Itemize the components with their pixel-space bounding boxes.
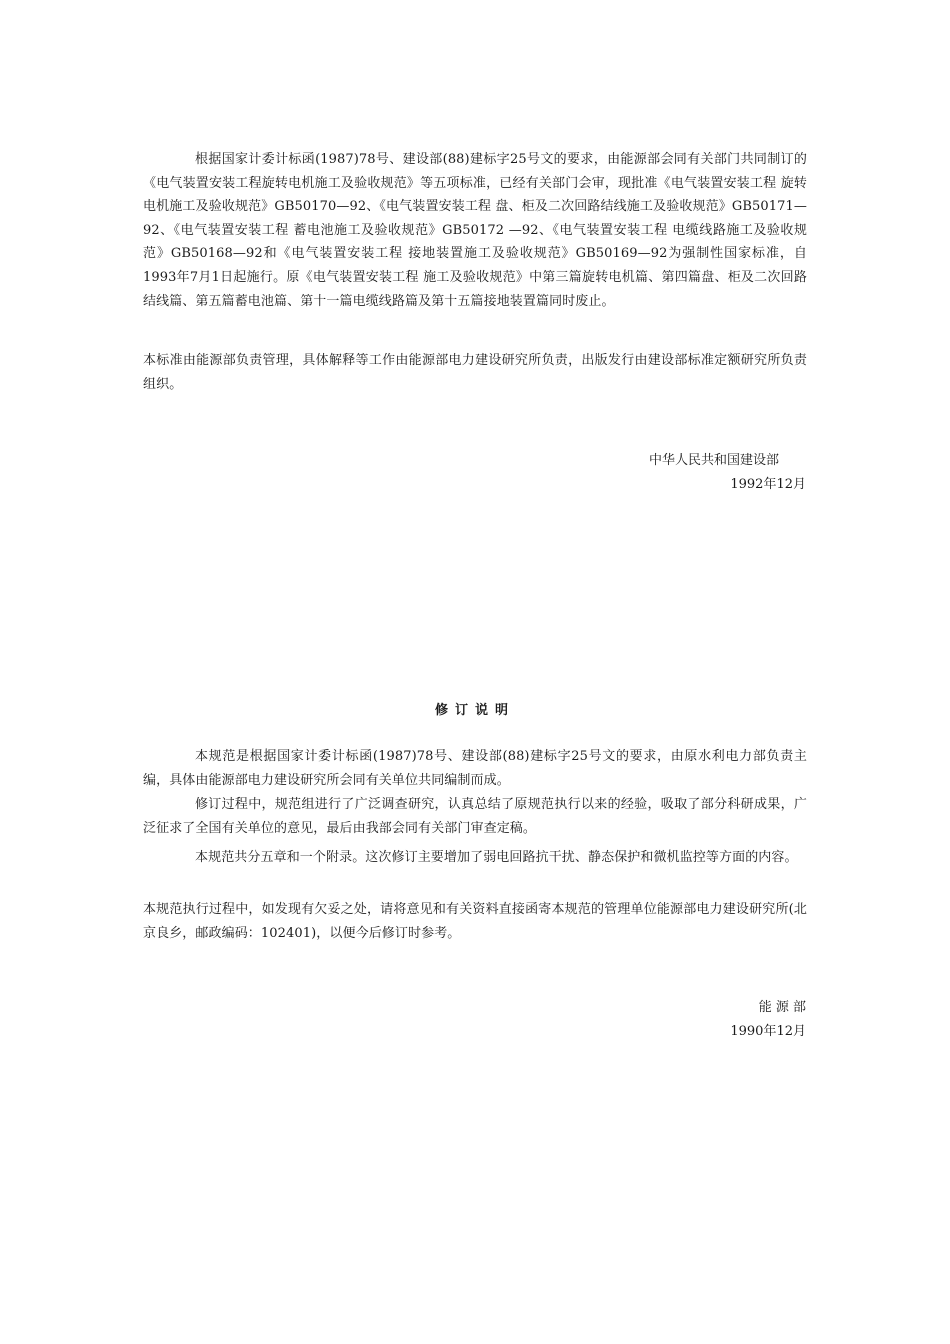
announcement-signature: 中华人民共和国建设部 (649, 453, 780, 468)
announcement-paragraph-2: 本标准由能源部负责管理，具体解释等工作由能源部电力建设研究所负责，出版发行由建设部标准定额研究所负责组织。 (143, 353, 807, 392)
announcement-paragraph-1: 根据国家计委计标函(1987)78号、建设部(88)建标字25号文的要求，由能源部会同有关部门共同制订的《电气装置安装工程旋转电机施工及验收规范》等五项标准，已经有关部门会审，现批准《电气装置安装工程 旋转电机施工及验收规范》GB50170—92、《电气装置安装工程 盘、柜及二次回路结线施工及验收规范》GB50171—92、《电气装置安装工程 蓄电池施工及验收规范》GB50172 —92、《电气装置安装工程 电缆线路施工及验收规范》GB50168—92和《电气装置安装工程 接地装置施工及验收规范》GB50169—92为强制性国家标准，自1993年7月1日起施行。原《电气装置安装工程 施工及验收规范》中第三篇旋转电机篇、第四篇盘、柜及二次回路结线篇、第五篇蓄电池篇、第十一篇电缆线路篇及第十五篇接地装置篇同时废止。 (143, 152, 807, 309)
revision-signature: 能 源 部 (758, 1000, 806, 1015)
revision-paragraph-3: 本规范共分五章和一个附录。这次修订主要增加了弱电回路抗干扰、静态保护和微机监控等方面的内容。 (195, 850, 798, 865)
revision-paragraph-1: 本规范是根据国家计委计标函(1987)78号、建设部(88)建标字25号文的要求，由原水利电力部负责主编，具体由能源部电力建设研究所会同有关单位共同编制而成。 (143, 749, 807, 788)
revision-paragraph-2: 修订过程中，规范组进行了广泛调查研究，认真总结了原规范执行以来的经验，吸取了部分科研成果，广泛征求了全国有关单位的意见，最后由我部会同有关部门审查定稿。 (143, 797, 807, 836)
revision-paragraph-4: 本规范执行过程中，如发现有欠妥之处，请将意见和有关资料直接函寄本规范的管理单位能源部电力建设研究所(北京良乡，邮政编码：102401)，以便今后修订时参考。 (143, 902, 807, 941)
revision-heading: 修订说明 (434, 703, 515, 718)
revision-date: 1990年12月 (730, 1024, 806, 1039)
announcement-date: 1992年12月 (730, 477, 806, 492)
